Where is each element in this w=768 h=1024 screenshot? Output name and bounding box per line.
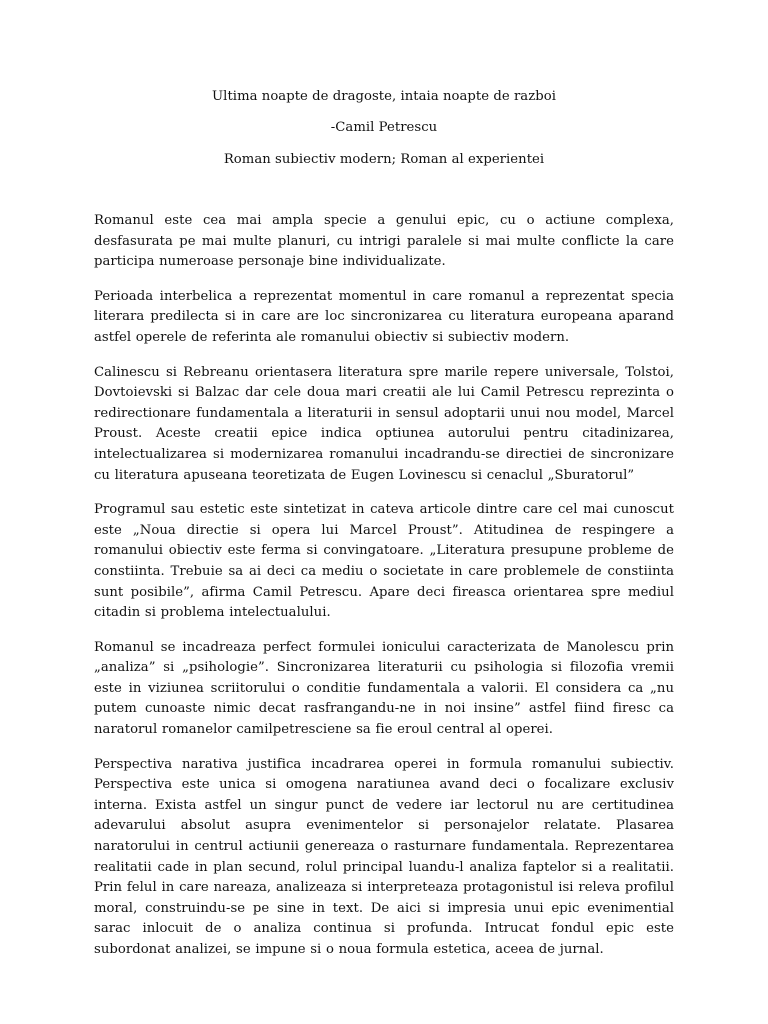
title-block bbox=[94, 88, 674, 168]
document-subtitle: Roman subiectiv modern; Roman al experientei bbox=[223, 152, 545, 167]
paragraph-4: Programul sau estetic este sintetizat in cateva articole dintre care cel mai cunoscut este „Noua directie si opera lui Marcel Proust”. Atitudinea de respingere a romanului obiectiv este ferma si convingatoare. „Literatura presupune probleme de constiinta. Trebuie sa ai deci ca mediu o societate in care problemele de constiinta sunt posibile”, afirma Camil Petrescu. Apare deci fireasca orientarea spre mediul citadin si problema intelectualului. bbox=[94, 502, 674, 621]
document-body bbox=[94, 211, 674, 961]
document-title: Ultima noapte de dragoste, intaia noapte de razboi bbox=[212, 89, 556, 104]
paragraph-5: Romanul se incadreaza perfect formulei ionicului caracterizata de Manolescu prin „analiza” si „psihologie”. Sincronizarea literaturii cu psihologia si filozofia vremii este in viziunea scriitorului o conditie fundamentala a valorii. El considera ca „nu putem cunoaste nimic decat rasfrangandu-ne in noi insine” astfel fiind firesc ca naratorul romanelor camilpetresciene sa fie eroul central al operei. bbox=[94, 639, 674, 738]
paragraph-1: Romanul este cea mai ampla specie a genului epic, cu o actiune complexa, desfasurata pe mai multe planuri, cu intrigi paralele si mai multe conflicte la care participa numeroase personaje bine individualizate. bbox=[94, 213, 674, 270]
paragraph-3: Calinescu si Rebreanu orientasera literatura spre marile repere universale, Tolstoi, Dovtoievski si Balzac dar cele doua mari creatii ale lui Camil Petrescu reprezinta o redirectionare fundamentala a literaturii in sensul adoptarii unui nou model, Marcel Proust. Aceste creatii epice indica optiunea autorului pentru citadinizarea, intelectualizarea si modernizarea romanului incadrandu-se directiei de sincronizare cu literatura apuseana teoretizata de Eugen Lovinescu si cenaclul „Sburatorul” bbox=[94, 364, 674, 483]
paragraph-2: Perioada interbelica a reprezentat momentul in care romanul a reprezentat specia literara predilecta si in care are loc sincronizarea cu literatura europeana aparand astfel operele de referinta ale romanului obiectiv si subiectiv modern. bbox=[94, 288, 674, 345]
document-author: -Camil Petrescu bbox=[330, 120, 438, 135]
paragraph-6: Perspectiva narativa justifica incadrarea operei in formula romanului subiectiv. Perspectiva este unica si omogena naratiunea avand deci o focalizare exclusiv interna. Exista astfel un singur punct de vedere iar lectorul nu are certitudinea adevarului absolut asupra evenimentelor si personajelor relatate. Plasarea naratorului in centrul actiunii genereaza o rasturnare fundamentala. Reprezentarea realitatii cade in plan secund, rolul principal luandu-l analiza faptelor si a realitatii. Prin felul in care nareaza, analizeaza si interpreteaza protagonistul isi releva profilul moral, construindu-se pe sine in text. De aici si impresia unui epic evenimential sarac inlocuit de o analiza continua si profunda. Intrucat fondul epic este subordonat analizei, se impune si o noua formula estetica, aceea de jurnal. bbox=[94, 756, 674, 957]
